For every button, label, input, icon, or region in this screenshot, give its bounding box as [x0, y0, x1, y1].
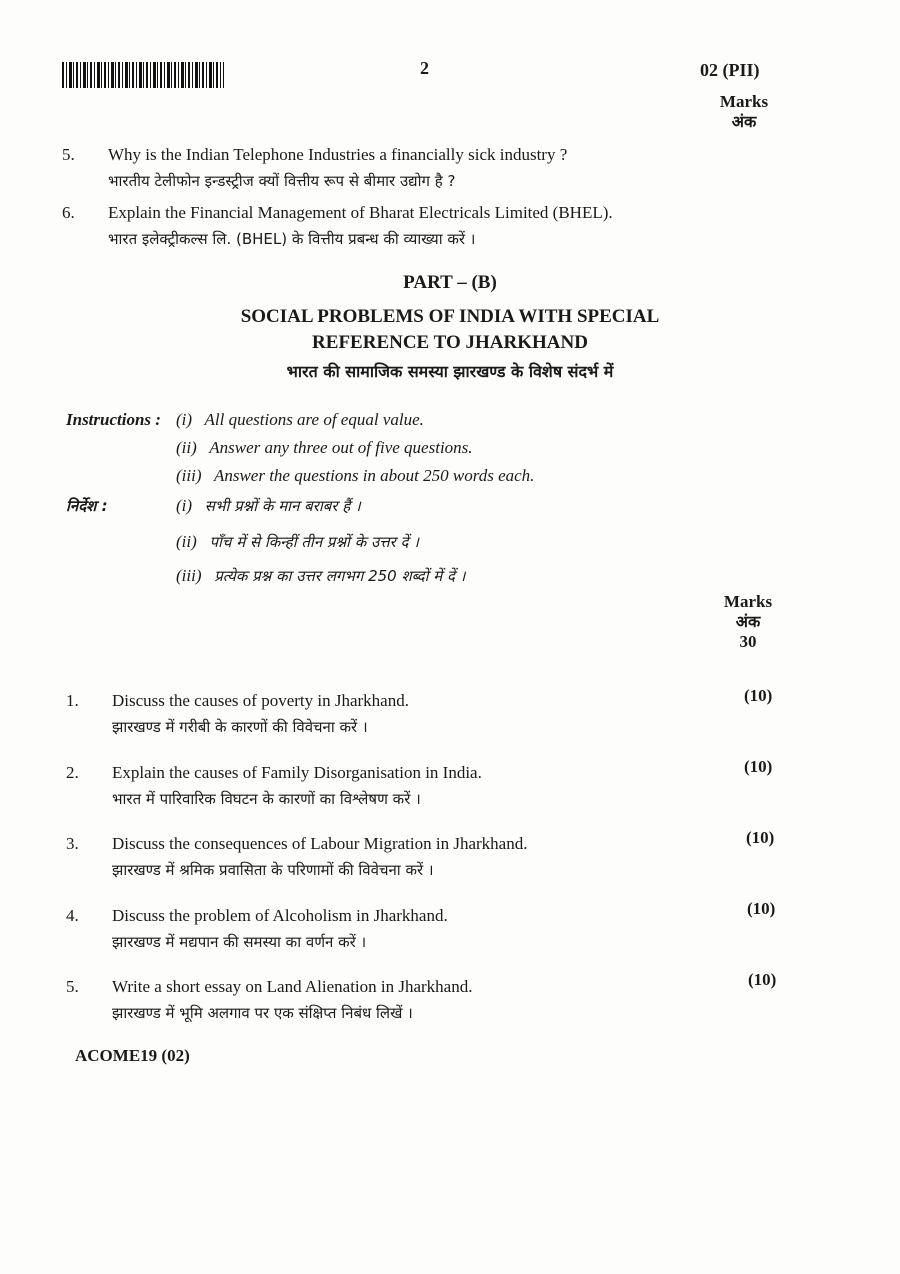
instruction-en-1: (i) All questions are of equal value. — [176, 410, 424, 429]
question-b2-marks: (10) — [744, 757, 773, 776]
question-text-hi: झारखण्ड में श्रमिक प्रवासिता के परिणामों की विवेचना करें । — [112, 861, 434, 879]
question-number: 2. — [66, 763, 79, 782]
question-text-en: Explain the Financial Management of Bharat Electricals Limited (BHEL). — [108, 203, 613, 222]
question-text-en: Why is the Indian Telephone Industries a financially sick industry ? — [108, 145, 568, 164]
marks-header — [712, 92, 776, 132]
question-text-en: Write a short essay on Land Alienation in Jharkhand. — [112, 977, 473, 996]
question-text-en: Discuss the problem of Alcoholism in Jharkhand. — [112, 906, 448, 925]
marks-block — [716, 592, 780, 652]
instruction-en-3: (iii) Answer the questions in about 250 words each. — [176, 466, 535, 485]
marks-block-hi: अंक — [735, 612, 761, 631]
question-b5-marks: (10) — [748, 970, 777, 989]
question-number: 3. — [66, 834, 79, 853]
instruction-hi-2: (ii) पाँच में से किन्हीं तीन प्रश्नों के उत्तर दें । — [176, 532, 419, 551]
marks-label-hi: अंक — [731, 112, 757, 131]
question-number: 5. — [62, 145, 75, 164]
question-b3-marks: (10) — [746, 828, 775, 847]
marks-block-en: Marks — [723, 592, 773, 611]
part-title: PART – (B) — [403, 272, 497, 293]
marks-label-en: Marks — [719, 92, 769, 111]
question-text-hi: झारखण्ड में मद्यपान की समस्या का वर्णन करें । — [112, 933, 367, 951]
question-number: 4. — [66, 906, 79, 925]
question-text-hi: भारत में पारिवारिक विघटन के कारणों का विश्लेषण करें । — [112, 790, 421, 808]
instruction-en-2: (ii) Answer any three out of five questions. — [176, 438, 473, 457]
question-text-hi: भारत इलेक्ट्रीकल्स लि. (BHEL) के वित्तीय प्रबन्ध की व्याख्या करें । — [108, 230, 476, 248]
subject-title-hi: भारत की सामाजिक समस्या झारखण्ड के विशेष संदर्भ में — [286, 362, 614, 381]
question-b1-marks: (10) — [744, 686, 773, 705]
subject-title-line2: REFERENCE TO JHARKHAND — [312, 332, 588, 353]
page-number: 2 — [420, 58, 429, 78]
instruction-hi-1: (i) सभी प्रश्नों के मान बराबर हैं । — [176, 496, 361, 515]
subject-title-line1: SOCIAL PROBLEMS OF INDIA WITH SPECIAL — [240, 306, 660, 327]
instructions-label-en: Instructions : — [66, 410, 161, 429]
question-text-en: Explain the causes of Family Disorganisation in India. — [112, 763, 482, 782]
question-number: 5. — [66, 977, 79, 996]
instructions-label-hi: निर्देश : — [66, 497, 108, 515]
question-b4-marks: (10) — [747, 899, 776, 918]
question-text-en: Discuss the causes of poverty in Jharkhand. — [112, 691, 409, 710]
question-number: 1. — [66, 691, 79, 710]
question-number: 6. — [62, 203, 75, 222]
question-text-hi: झारखण्ड में भूमि अलगाव पर एक संक्षिप्त निबंध लिखें । — [112, 1004, 413, 1022]
paper-code: 02 (PII) — [700, 60, 760, 80]
question-text-hi: झारखण्ड में गरीबी के कारणों की विवेचना करें । — [112, 718, 368, 736]
instruction-hi-3: (iii) प्रत्येक प्रश्न का उत्तर लगभग 250 शब्दों में दें । — [176, 566, 466, 585]
question-text-en: Discuss the consequences of Labour Migration in Jharkhand. — [112, 834, 528, 853]
footer-code: ACOME19 (02) — [75, 1046, 190, 1065]
barcode — [62, 62, 224, 88]
question-text-hi: भारतीय टेलीफोन इन्डस्ट्रीज क्यों वित्तीय रूप से बीमार उद्योग है ? — [108, 172, 456, 190]
marks-total: 30 — [739, 632, 757, 651]
